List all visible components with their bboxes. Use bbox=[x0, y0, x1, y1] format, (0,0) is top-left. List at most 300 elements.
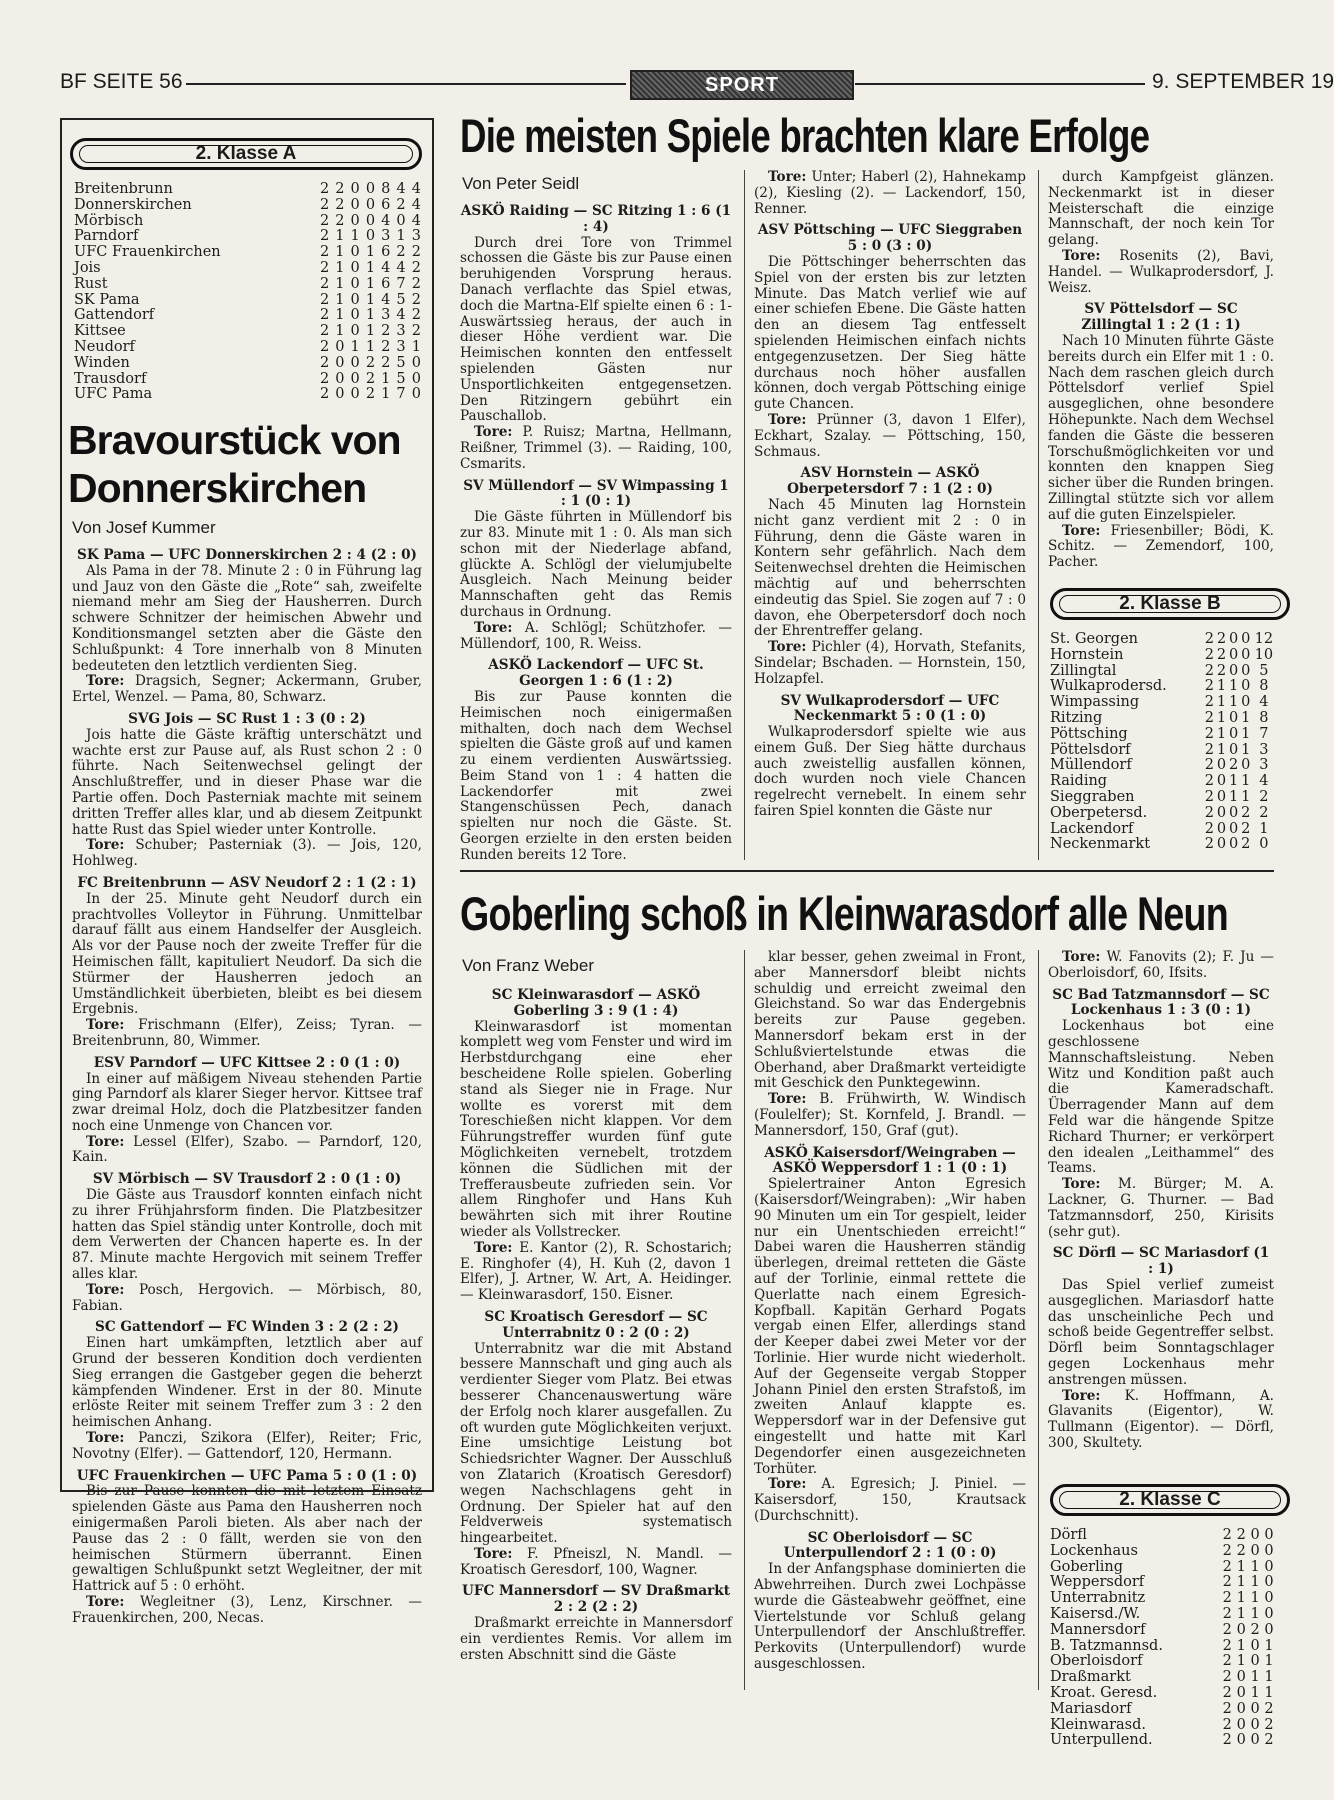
stat-cell: 1 bbox=[1216, 741, 1227, 758]
stat-cell: 1 bbox=[1250, 1684, 1260, 1701]
stat-cell: 3 bbox=[1259, 741, 1269, 758]
stat-cell: 0 bbox=[350, 212, 360, 229]
stat-cell: 3 bbox=[396, 338, 406, 355]
stat-cell: 1 bbox=[396, 228, 406, 245]
team-name: Oberloisdorf bbox=[1050, 1653, 1143, 1670]
stat-cell: 0 bbox=[1228, 709, 1239, 726]
stat-cell: 2 bbox=[396, 196, 406, 213]
goals-label: Tore: bbox=[474, 424, 513, 441]
stat-cell: 0 bbox=[1216, 788, 1227, 805]
stat-cell: 1 bbox=[381, 386, 391, 403]
stat-cell: 0 bbox=[350, 291, 360, 308]
table-row bbox=[74, 372, 424, 388]
match-heading: SC Kroatisch Geresdorf — SC Unterrabnitz 0 : 2 (0 : 2) bbox=[484, 1308, 708, 1341]
stat-cell: 0 bbox=[1250, 1716, 1260, 1733]
table-row bbox=[1050, 711, 1276, 727]
table-c-title: 2. Klasse C bbox=[1050, 1484, 1290, 1516]
goals-label: Tore: bbox=[1062, 949, 1101, 965]
table-row bbox=[1050, 790, 1276, 806]
table-row bbox=[74, 198, 424, 214]
table-a-title: 2. Klasse A bbox=[70, 138, 422, 170]
goals-text: Rosenits (2), Bavi, Handel. — Wulkaprodersdorf, J. Weisz. bbox=[1048, 247, 1274, 296]
team-name: Müllendorf bbox=[1050, 757, 1132, 774]
match-heading: UFC Mannersdorf — SV Draßmarkt 2 : 2 (2 : 2) bbox=[461, 1583, 731, 1616]
goals-line bbox=[754, 1477, 1026, 1524]
goals-text: A. Egresich; J. Piniel. — Kaisersdorf, 150, Krautsack (Durchschnitt). bbox=[754, 1476, 1026, 1524]
stat-cell: 0 bbox=[350, 244, 360, 261]
stat-cell: 0 bbox=[1264, 1558, 1274, 1575]
page-label: BF SEITE 56 bbox=[60, 70, 183, 93]
stat-cell: 2 bbox=[1204, 709, 1214, 726]
stat-cell: 1 bbox=[365, 323, 376, 340]
stat-cell: 0 bbox=[350, 275, 360, 292]
stat-cell: 2 bbox=[365, 354, 376, 371]
stat-cell: 12 bbox=[1254, 631, 1274, 647]
match-heading: SV Pöttelsdorf — SC Zillingtal 1 : 2 (1 : 1) bbox=[1081, 301, 1241, 334]
stat-cell: 4 bbox=[1259, 773, 1269, 790]
stat-cell: 0 bbox=[1250, 1732, 1260, 1749]
stat-cell: 1 bbox=[335, 259, 345, 276]
match-report: Die Gäste aus Trausdorf konnten einfach nicht zu ihrer Frühjahrsform finden. Die Platzbesitzer hatten das Spiel ständig unter Kontrolle, doch mit dem Verwerten der Chancen haperte es. In der 87. Minute machte Hergovich mit seinem Treffer alles klar. bbox=[72, 1187, 422, 1283]
stat-cell: 1 bbox=[1264, 1684, 1274, 1701]
table-row bbox=[1050, 1654, 1276, 1670]
stat-cell: 2 bbox=[1204, 741, 1214, 758]
table-row bbox=[1050, 695, 1276, 711]
stat-cell: 1 bbox=[1216, 709, 1227, 726]
goals-line bbox=[460, 1547, 732, 1579]
stat-cell: 1 bbox=[411, 338, 421, 355]
stat-cell: 1 bbox=[1228, 694, 1239, 711]
stat-cell: 2 bbox=[1204, 757, 1214, 774]
match-heading: ESV Parndorf — UFC Kittsee 2 : 0 (1 : 0) bbox=[93, 1054, 401, 1071]
stat-cell: 2 bbox=[335, 196, 345, 213]
stat-cell: 2 bbox=[1204, 678, 1214, 695]
match-heading: SC Bad Tatzmannsdorf — SC Lockenhaus 1 : 3 (0 : 1) bbox=[1052, 986, 1270, 1019]
stat-cell: 1 bbox=[1216, 678, 1227, 695]
stat-cell: 0 bbox=[411, 386, 421, 403]
match-heading: UFC Frauenkirchen — UFC Pama 5 : 0 (1 : 0) bbox=[76, 1467, 418, 1484]
table-row bbox=[1050, 664, 1276, 680]
stat-cell: 2 bbox=[1222, 1558, 1232, 1575]
stat-cell: 7 bbox=[396, 275, 406, 292]
stat-cell: 2 bbox=[1216, 646, 1227, 663]
match-report: Bis zur Pause konnten die Heimischen noch einigermaßen mithalten, doch nach dem Wechsel spielten die Gäste groß auf und kamen zu einem verdienten Auswärtssieg. Beim Stand von 1 : 4 hatten die Lackendorfer mit zwei Stangenschüssen Pech, danach spielten nur noch die Gäste. St. Georgen erzielte in den ersten beiden Runden bereits 12 Tore. bbox=[460, 688, 732, 863]
stat-cell: 0 bbox=[350, 386, 360, 403]
stat-cell: 3 bbox=[1259, 757, 1269, 774]
goals-line bbox=[72, 1018, 422, 1050]
stat-cell: 2 bbox=[411, 323, 421, 340]
match-heading: SC Oberloisdorf — SC Unterpullendorf 2 : 1 (0 : 0) bbox=[783, 1529, 997, 1562]
stat-cell: 2 bbox=[411, 244, 421, 261]
stat-cell: 1 bbox=[1236, 1637, 1246, 1654]
stat-cell: 2 bbox=[319, 212, 330, 229]
stat-cell: 8 bbox=[1259, 709, 1269, 726]
stat-cell: 2 bbox=[1204, 694, 1214, 711]
table-row bbox=[1050, 1686, 1276, 1702]
stat-cell: 0 bbox=[1228, 804, 1239, 821]
goals-label: Tore: bbox=[768, 1091, 807, 1108]
goals-text: M. Bürger; M. A. Lackner, G. Thurner. — Bad Tatzmannsdorf, 250, Kirisits (sehr gut). bbox=[1048, 1176, 1274, 1240]
stat-cell: 0 bbox=[1250, 1637, 1260, 1654]
stat-cell: 0 bbox=[1216, 820, 1227, 837]
team-name: Unterrabnitz bbox=[1050, 1590, 1146, 1607]
left-sidebar-box bbox=[60, 118, 434, 1626]
team-name: Kaisersd./W. bbox=[1050, 1605, 1141, 1622]
stat-cell: 4 bbox=[381, 291, 391, 308]
goals-text: Panczi, Szikora (Elfer), Reiter; Fric, Novotny (Elfer). — Gattendorf, 120, Hermann. bbox=[72, 1430, 422, 1462]
stat-cell: 1 bbox=[1228, 773, 1239, 790]
stat-cell: 1 bbox=[1241, 788, 1251, 805]
stat-cell: 2 bbox=[319, 323, 330, 340]
team-name: Raiding bbox=[1050, 773, 1108, 790]
stat-cell: 2 bbox=[381, 338, 391, 355]
stat-cell: 3 bbox=[381, 307, 391, 324]
stat-cell: 0 bbox=[1241, 631, 1251, 647]
stat-cell: 0 bbox=[1250, 1700, 1260, 1717]
stat-cell: 0 bbox=[1264, 1605, 1274, 1622]
team-name: Mörbisch bbox=[74, 212, 144, 229]
team-name: Rust bbox=[74, 275, 108, 292]
stat-cell: 0 bbox=[365, 212, 376, 229]
stat-cell: 0 bbox=[350, 323, 360, 340]
stat-cell: 0 bbox=[1228, 725, 1239, 742]
goals-label: Tore: bbox=[768, 411, 807, 428]
goals-line bbox=[460, 425, 732, 472]
goals-line bbox=[72, 1135, 422, 1167]
table-row bbox=[1050, 758, 1276, 774]
article1-body bbox=[72, 542, 422, 1626]
stat-cell: 0 bbox=[1216, 757, 1227, 774]
goals-text: Posch, Hergovich. — Mörbisch, 80, Fabian. bbox=[72, 1281, 422, 1314]
match-heading: SVG Jois — SC Rust 1 : 3 (0 : 2) bbox=[128, 710, 366, 727]
match-heading: SK Pama — UFC Donnerskirchen 2 : 4 (2 : 0) bbox=[77, 547, 417, 563]
stat-cell: 2 bbox=[319, 354, 330, 371]
match-report: Draßmarkt erreichte in Mannersdorf ein verdientes Remis. Vor allem im ersten Abschnitt sind die Gäste bbox=[460, 1615, 732, 1663]
match-report: Kleinwarasdorf ist momentan komplett weg vom Fenster und wird im Herbstdurchgang eine eher bescheidene Rolle spielen. Goberling stand als Sieger nie in Frage. Nur wollte es vorerst mit dem Toreschießen nicht klappen. Vor dem Führungstreffer wurden fünf gute Möglichkeiten vernebelt, trotzdem können die Südlichen mit der Trefferausbeute zufrieden sein. Vor allem Ringhofer und Hans Kuh bewährten sich mit ihrer Routine wieder als Vollstrecker. bbox=[460, 1018, 732, 1240]
team-name: Jois bbox=[74, 259, 101, 276]
goals-label: Tore: bbox=[86, 837, 125, 854]
stat-cell: 2 bbox=[335, 181, 345, 197]
goals-label: Tore: bbox=[86, 1430, 125, 1447]
match-report: klar besser, gehen zweimal in Front, aber Mannersdorf bleibt nichts schuldig und erreicht zweimal den Gleichstand. So war das Endergebnis bereits zur Pause gegeben. Mannersdorf bekam erst in der Schlußviertelstunde etwas die Oberhand, aber Draßmarkt verteidigte mit Geschick den Punktegewinn. bbox=[754, 949, 1026, 1092]
team-name: Weppersdorf bbox=[1050, 1574, 1145, 1591]
stat-cell: 7 bbox=[396, 386, 406, 403]
stat-cell: 0 bbox=[1264, 1621, 1274, 1638]
team-name: Draßmarkt bbox=[1050, 1669, 1131, 1686]
table-row bbox=[1050, 837, 1276, 853]
match-report: Unterrabnitz war die mit Abstand bessere Mannschaft und ging auch als verdienter Sieger vom Platz. Bei etwas besserer Chancenauswertung wäre der Erfolg noch klarer ausgefallen. Zu oft wurden gute Möglichkeiten verjuxt. Eine umsichtige Leistung bot Schiedsrichter Wagner. Der Ausschluß von Zlatarich (Kroatisch Geresdorf) wegen Nachschlagens geht in Ordnung. Der Spieler hat auf den Feldverweis systematisch hingearbeitet. bbox=[460, 1340, 732, 1547]
stat-cell: 4 bbox=[381, 212, 391, 229]
goals-label: Tore: bbox=[86, 673, 125, 690]
stat-cell: 8 bbox=[1259, 678, 1269, 695]
goals-line bbox=[72, 674, 422, 706]
match-heading: ASKÖ Lackendorf — UFC St. Georgen 1 : 6 (1 : 2) bbox=[488, 657, 704, 690]
goals-label: Tore: bbox=[86, 1281, 125, 1298]
table-row bbox=[74, 214, 424, 230]
goals-label: Tore: bbox=[1062, 522, 1101, 539]
table-row bbox=[74, 340, 424, 356]
article2-byline: Von Peter Seidl bbox=[462, 174, 580, 193]
table-row bbox=[74, 229, 424, 245]
stat-cell: 2 bbox=[1222, 1653, 1232, 1670]
goals-text: Friesenbiller; Bödi, K. Schitz. — Zemendorf, 100, Pacher. bbox=[1048, 522, 1274, 571]
match-report: Die Pöttschinger beherrschten das Spiel von der ersten bis zur letzten Minute. Das Match verlief wie auf einer schiefen Ebene. Die Gäste hatten den an diesem Tag entfesselt spielenden Heimischen einfach nichts entgegenzusetzen. Der Sieg hätte durchaus noch höher ausfallen können, doch vergab Pöttsching einige gute Chancen. bbox=[754, 253, 1026, 413]
goals-line bbox=[1048, 1177, 1274, 1240]
stat-cell: 2 bbox=[365, 370, 376, 387]
stat-cell: 2 bbox=[1222, 1574, 1232, 1591]
stat-cell: 0 bbox=[335, 370, 345, 387]
stat-cell: 1 bbox=[1216, 694, 1227, 711]
stat-cell: 2 bbox=[1204, 804, 1214, 821]
stat-cell: 5 bbox=[396, 354, 406, 371]
stat-cell: 1 bbox=[1250, 1669, 1260, 1686]
stat-cell: 0 bbox=[1236, 1621, 1246, 1638]
article1-byline: Von Josef Kummer bbox=[72, 518, 216, 537]
table-row bbox=[1050, 822, 1276, 838]
stat-cell: 0 bbox=[335, 354, 345, 371]
match-heading: ASV Hornstein — ASKÖ Oberpetersdorf 7 : 1 (2 : 0) bbox=[787, 465, 993, 498]
goals-text: Unter; Haberl (2), Hahnekamp (2), Kiesling (2). — Lackendorf, 150, Renner. bbox=[754, 169, 1026, 217]
stat-cell: 2 bbox=[1204, 662, 1214, 679]
stat-cell: 1 bbox=[1241, 773, 1251, 790]
table-row bbox=[1050, 1718, 1276, 1734]
team-name: Donnerskirchen bbox=[74, 196, 192, 213]
stat-cell: 0 bbox=[1236, 1700, 1246, 1717]
team-name: Wulkaprodersd. bbox=[1050, 678, 1167, 695]
stat-cell: 0 bbox=[365, 181, 376, 197]
stat-cell: 4 bbox=[411, 212, 421, 229]
article3-headline: Goberling schoß in Kleinwarasdorf alle Neun bbox=[460, 887, 1228, 940]
match-report: Die Gäste führten in Müllendorf bis zur 83. Minute mit 1 : 0. Als man sich schon mit der Niederlage abfand, glückte A. Schlögl der vielumjubelte Ausgleich. Nach Meinung beider Mannschaften geht das Remis durchaus in Ordnung. bbox=[460, 509, 732, 620]
goals-text: Lessel (Elfer), Szabo. — Parndorf, 120, Kain. bbox=[72, 1133, 422, 1166]
section-divider bbox=[460, 870, 1274, 872]
stat-cell: 5 bbox=[396, 370, 406, 387]
team-name: Breitenbrunn bbox=[74, 181, 173, 197]
table-row bbox=[1050, 1733, 1276, 1749]
stat-cell: 6 bbox=[381, 196, 391, 213]
match-report: Bis zur Pause konnten die mit letztem Einsatz spielenden Gäste aus Pama den Hausherren noch einigermaßen Paroli bieten. Als aber nach der Pause das 2 : 0 fällt, werden sie von den heimischen Stürmern überrannt. Einen gewaltigen Schlußpunkt setzt Wegleitner, der mit Hattrick auf 5 : 0 erhöht. bbox=[72, 1483, 422, 1595]
goals-line bbox=[1048, 1389, 1274, 1452]
stat-cell: 2 bbox=[319, 228, 330, 245]
stat-cell: 2 bbox=[1222, 1732, 1232, 1749]
stat-cell: 2 bbox=[319, 196, 330, 213]
stat-cell: 3 bbox=[411, 228, 421, 245]
stat-cell: 0 bbox=[350, 259, 360, 276]
match-report: Jois hatte die Gäste kräftig unterschätzt und wachte erst zur Pause auf, als Rust schon 2 : 0 führte. Nach Seitenwechsel gelingt der Anschlußtreffer, und in dieser Phase war die Partie offen. Doch Pasterniak machte mit seinem dritten Treffer alles klar, und ab diesem Zeitpunkt hatte Rust das Spiel wieder unter Kontrolle. bbox=[72, 726, 422, 838]
stat-cell: 0 bbox=[1228, 646, 1239, 663]
stat-cell: 1 bbox=[335, 307, 345, 324]
article3-byline: Von Franz Weber bbox=[462, 956, 594, 975]
section-label: SPORT bbox=[630, 70, 854, 100]
team-name: Lockenhaus bbox=[1050, 1542, 1138, 1559]
article2-headline: Die meisten Spiele brachten klare Erfolge bbox=[460, 109, 1150, 162]
stat-cell: 0 bbox=[1216, 773, 1227, 790]
stat-cell: 0 bbox=[1216, 836, 1227, 853]
column-divider bbox=[744, 950, 745, 1690]
goals-line bbox=[754, 413, 1026, 460]
stat-cell: 2 bbox=[335, 212, 345, 229]
table-b-title: 2. Klasse B bbox=[1050, 588, 1290, 620]
stat-cell: 2 bbox=[1204, 773, 1214, 790]
stat-cell: 0 bbox=[1228, 631, 1239, 647]
table-row bbox=[1050, 632, 1276, 648]
stat-cell: 2 bbox=[1222, 1684, 1232, 1701]
goals-text: Schuber; Pasterniak (3). — Jois, 120, Hohlweg. bbox=[72, 837, 422, 870]
stat-cell: 2 bbox=[1241, 820, 1251, 837]
stat-cell: 1 bbox=[1250, 1574, 1260, 1591]
goals-label: Tore: bbox=[768, 639, 807, 656]
stat-cell: 2 bbox=[1204, 646, 1214, 663]
stat-cell: 2 bbox=[319, 291, 330, 308]
goals-line bbox=[754, 640, 1026, 687]
stat-cell: 2 bbox=[319, 244, 330, 261]
stat-cell: 2 bbox=[1241, 836, 1251, 853]
stat-cell: 2 bbox=[411, 259, 421, 276]
stat-cell: 2 bbox=[1264, 1732, 1274, 1749]
stat-cell: 1 bbox=[1250, 1605, 1260, 1622]
table-row bbox=[74, 293, 424, 309]
stat-cell: 0 bbox=[350, 181, 360, 197]
team-name: Hornstein bbox=[1050, 646, 1124, 663]
goals-label: Tore: bbox=[1062, 1387, 1101, 1404]
stat-cell: 2 bbox=[1222, 1605, 1232, 1622]
match-heading: SV Wulkaprodersdorf — UFC Neckenmarkt 5 : 0 (1 : 0) bbox=[780, 692, 1000, 725]
stat-cell: 1 bbox=[1236, 1653, 1246, 1670]
stat-cell: 2 bbox=[1236, 1527, 1246, 1543]
team-name: Neudorf bbox=[74, 338, 135, 355]
stat-cell: 0 bbox=[1264, 1574, 1274, 1591]
stat-cell: 4 bbox=[1259, 694, 1269, 711]
stat-cell: 3 bbox=[381, 228, 391, 245]
goals-text: E. Kantor (2), R. Schostarich; E. Ringhofer (4), H. Kuh (2, davon 1 Elfer), J. Artner, W. Art, A. Heidinger. — Kleinwarasdorf, 150. Eisner. bbox=[460, 1239, 732, 1304]
table-c-standings bbox=[1050, 1528, 1276, 1749]
stat-cell: 4 bbox=[396, 181, 406, 197]
stat-cell: 6 bbox=[381, 275, 391, 292]
article1-headline-line1: Bravourstück von bbox=[68, 417, 401, 463]
goals-text: K. Hoffmann, A. Glavanits (Eigentor), W. Tullmann (Eigentor). — Dörfl, 300, Skultety. bbox=[1048, 1387, 1274, 1451]
stat-cell: 8 bbox=[381, 181, 391, 197]
match-heading: ASKÖ Kaisersdorf/Weingraben — ASKÖ Weppersdorf 1 : 1 (0 : 1) bbox=[764, 1144, 1016, 1177]
stat-cell: 2 bbox=[1236, 1542, 1246, 1559]
stat-cell: 1 bbox=[1228, 678, 1239, 695]
match-heading: ASKÖ Raiding — SC Ritzing 1 : 6 (1 : 4) bbox=[460, 203, 732, 235]
team-name: Lackendorf bbox=[1050, 820, 1134, 837]
stat-cell: 5 bbox=[396, 291, 406, 308]
match-heading: FC Breitenbrunn — ASV Neudorf 2 : 1 (2 : 1) bbox=[77, 874, 417, 891]
stat-cell: 2 bbox=[319, 338, 330, 355]
stat-cell: 0 bbox=[350, 307, 360, 324]
goals-text: Frischmann (Elfer), Zeiss; Tyran. — Breitenbrunn, 80, Wimmer. bbox=[72, 1017, 422, 1049]
match-report: durch Kampfgeist glänzen. Neckenmarkt ist in dieser Meisterschaft die einzige Mannschaft, der noch kein Tor gelang. bbox=[1048, 169, 1274, 249]
stat-cell: 2 bbox=[1222, 1527, 1232, 1543]
stat-cell: 0 bbox=[1241, 678, 1251, 695]
table-row bbox=[1050, 1528, 1276, 1544]
stat-cell: 5 bbox=[1259, 662, 1269, 679]
stat-cell: 2 bbox=[1228, 757, 1239, 774]
match-report: Durch drei Tore von Trimmel schossen die Gäste bis zur Pause einen beruhigenden Vorsprung heraus. Danach verflachte das Spiel etwas, doch die Martna-Elf spielte einen 6 : 1-Auswärtssieg heraus, der auch in dieser Höhe verdient war. Die Heimischen konnten den entfesselt spielenden Gästen nur Unsportlichkeiten entgegensetzen. Den Ritzingern gebührt ein Pauschallob. bbox=[460, 234, 732, 425]
stat-cell: 0 bbox=[411, 370, 421, 387]
stat-cell: 0 bbox=[350, 354, 360, 371]
table-row bbox=[1050, 1575, 1276, 1591]
stat-cell: 1 bbox=[1264, 1653, 1274, 1670]
match-heading: SC Kleinwarasdorf — ASKÖ Goberling 3 : 9 (1 : 4) bbox=[491, 987, 701, 1019]
stat-cell: 0 bbox=[1216, 804, 1227, 821]
stat-cell: 3 bbox=[396, 323, 406, 340]
stat-cell: 1 bbox=[335, 275, 345, 292]
stat-cell: 2 bbox=[1264, 1700, 1274, 1717]
team-name: UFC Pama bbox=[74, 386, 153, 403]
table-row bbox=[74, 308, 424, 324]
stat-cell: 2 bbox=[1222, 1542, 1232, 1559]
stat-cell: 1 bbox=[1241, 709, 1251, 726]
stat-cell: 2 bbox=[1204, 836, 1214, 853]
stat-cell: 0 bbox=[1236, 1732, 1246, 1749]
team-name: Mannersdorf bbox=[1050, 1621, 1146, 1638]
header-rule-left bbox=[186, 83, 626, 85]
stat-cell: 1 bbox=[1264, 1669, 1274, 1686]
stat-cell: 4 bbox=[396, 259, 406, 276]
table-row bbox=[74, 324, 424, 340]
team-name: Wimpassing bbox=[1050, 694, 1140, 711]
match-heading: SC Dörfl — SC Mariasdorf (1 : 1) bbox=[1052, 1245, 1270, 1278]
stat-cell: 2 bbox=[381, 323, 391, 340]
goals-line bbox=[460, 1241, 732, 1304]
team-name: Ritzing bbox=[1050, 709, 1103, 726]
team-name: Dörfl bbox=[1050, 1527, 1087, 1543]
stat-cell: 2 bbox=[319, 370, 330, 387]
table-row bbox=[74, 182, 424, 198]
match-report: Wulkaprodersdorf spielte wie aus einem Guß. Der Sieg hätte durchaus auch zweistellig ausfallen können, doch wurden noch viele Chancen regelrecht vernebelt. In einem sehr fairen Spiel konnten die Gäste nur bbox=[754, 724, 1026, 820]
stat-cell: 1 bbox=[381, 370, 391, 387]
stat-cell: 10 bbox=[1254, 646, 1274, 663]
stat-cell: 1 bbox=[1241, 725, 1251, 742]
goals-label: Tore: bbox=[768, 1476, 807, 1493]
stat-cell: 2 bbox=[1250, 1621, 1260, 1638]
stat-cell: 0 bbox=[1259, 836, 1269, 853]
team-name: Mariasdorf bbox=[1050, 1700, 1132, 1717]
stat-cell: 1 bbox=[1250, 1590, 1260, 1607]
stat-cell: 2 bbox=[411, 291, 421, 308]
goals-text: W. Fanovits (2); F. Ju — Oberloisdorf, 60, Ifsits. bbox=[1048, 949, 1274, 981]
header-rule-right bbox=[855, 83, 1145, 85]
stat-cell: 0 bbox=[1250, 1527, 1260, 1543]
stat-cell: 1 bbox=[365, 338, 376, 355]
table-row bbox=[1050, 1639, 1276, 1655]
goals-text: F. Pfneiszl, N. Mandl. — Kroatisch Geresdorf, 100, Wagner. bbox=[460, 1545, 732, 1578]
team-name: Gattendorf bbox=[74, 307, 155, 324]
stat-cell: 2 bbox=[1259, 788, 1269, 805]
table-b-standings bbox=[1050, 632, 1276, 853]
article3-column-2 bbox=[754, 950, 1026, 1690]
team-name: Neckenmarkt bbox=[1050, 836, 1151, 853]
stat-cell: 1 bbox=[365, 307, 376, 324]
goals-label: Tore: bbox=[474, 1239, 513, 1256]
match-heading: SC Gattendorf — FC Winden 3 : 2 (2 : 2) bbox=[95, 1319, 399, 1336]
team-name: Goberling bbox=[1050, 1558, 1124, 1575]
match-report: Spielertrainer Anton Egresich (Kaisersdorf/Weingraben): „Wir haben 90 Minuten um ein Tor gespielt, leider nur ein Unentschieden erreicht!“ Dabei waren die Hausherren ständig überlegen, dreimal retteten die Gäste auf der Torlinie, einmal rettete die Querlatte nach einem Egresich-Kopfball. Kapitän Gerhard Pogats vergab einen Elfer, allerdings stand der Keeper dabei zwei Meter vor der Torlinie. Hier wurde nicht wiederholt. Auf der Gegenseite vergab Stopper Johann Piniel den ersten Strafstoß, im zweiten Anlauf klappte es. Weppersdorf war in der Defensive gut eingestellt und hatte mit Karl Degendorfer einen ausgezeichneten Torhüter. bbox=[754, 1176, 1026, 1477]
stat-cell: 1 bbox=[1228, 788, 1239, 805]
goals-label: Tore: bbox=[768, 169, 807, 185]
goals-label: Tore: bbox=[86, 1017, 125, 1034]
stat-cell: 1 bbox=[365, 291, 376, 308]
table-row bbox=[1050, 774, 1276, 790]
stat-cell: 2 bbox=[1222, 1669, 1232, 1686]
goals-line bbox=[1048, 524, 1274, 571]
match-heading: SV Mörbisch — SV Trausdorf 2 : 0 (1 : 0) bbox=[92, 1171, 402, 1188]
goals-label: Tore: bbox=[86, 1133, 125, 1150]
goals-line bbox=[460, 621, 732, 653]
stat-cell: 2 bbox=[1204, 631, 1214, 647]
